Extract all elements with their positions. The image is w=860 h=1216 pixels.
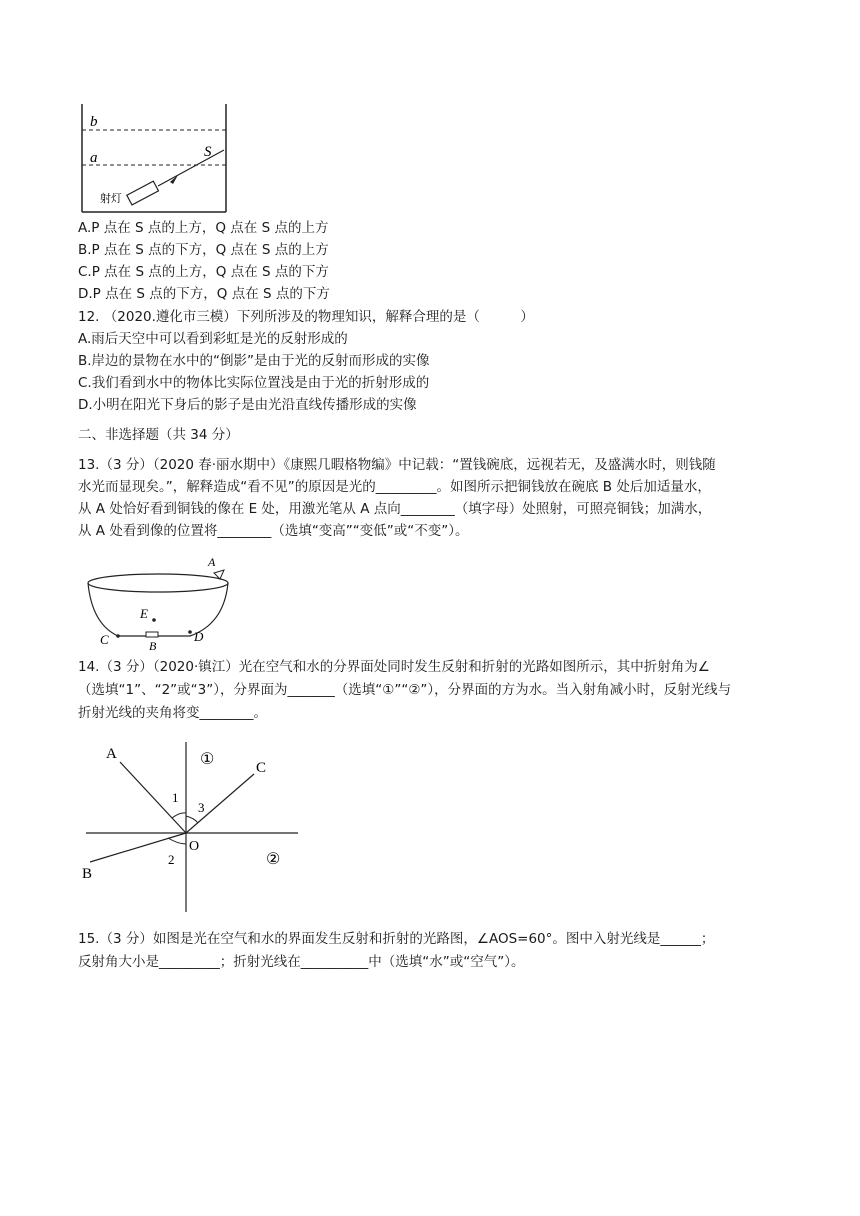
q11-option-a: A.P 点在 S 点的上方，Q 点在 S 点的上方 bbox=[78, 220, 329, 236]
q13-line-2: 水光而显现矣。”，解释造成“看不见”的原因是光的_________。如图所示把铜钱放在碗底 B 处后加适量水， bbox=[78, 479, 711, 495]
label-o: O bbox=[189, 839, 200, 854]
label-c: C bbox=[100, 632, 109, 647]
q12-option-b: B.岸边的景物在水中的“倒影”是由于光的反射而形成的实像 bbox=[78, 353, 430, 369]
label-d: D bbox=[194, 629, 204, 644]
q13-line-3: 从 A 处恰好看到铜钱的像在 E 处，用激光笔从 A 点向________（填字母）处照射，可照亮铜钱；加满水， bbox=[78, 501, 712, 517]
q15-line-2: 反射角大小是_________；折射光线在__________中（选填“水”或“空气”）。 bbox=[78, 954, 525, 970]
q14-line-1: 14.（3 分）（2020·镇江）光在空气和水的分界面处同时发生反射和折射的光路如图所示，其中折射角为∠ bbox=[78, 659, 710, 675]
q11-option-b: B.P 点在 S 点的下方，Q 点在 S 点的上方 bbox=[78, 242, 329, 258]
q14-line-2: （选填“1”、“2”或“3”），分界面为_______（选填“①”“②”），分界面的方为水。当入射角减小时，反射光线与 bbox=[78, 682, 732, 698]
label-b-ray: B bbox=[82, 866, 93, 882]
label-a-point: A bbox=[208, 555, 216, 569]
label-a: a bbox=[90, 150, 98, 166]
angle-3: 3 bbox=[198, 800, 205, 815]
label-e: E bbox=[140, 606, 148, 621]
label-b: b bbox=[90, 114, 98, 130]
label-s: S bbox=[204, 144, 212, 160]
label-a-ray: A bbox=[106, 746, 117, 762]
region-1-label: ① bbox=[200, 751, 215, 768]
label-b-point: B bbox=[149, 639, 157, 652]
angle-1: 1 bbox=[172, 790, 179, 805]
section-heading: 二、非选择题（共 34 分） bbox=[78, 427, 239, 443]
q12-option-c: C.我们看到水中的物体比实际位置浅是由于光的折射形成的 bbox=[78, 375, 430, 391]
q11-option-d: D.P 点在 S 点的下方，Q 点在 S 点的下方 bbox=[78, 286, 330, 302]
angle-2: 2 bbox=[168, 852, 175, 867]
bowl-figure bbox=[80, 552, 250, 652]
q13-line-1: 13.（3 分）（2020 春·丽水期中）《康熙几暇格物编》中记载：“置钱碗底，远视若无，及盛满水时，则钱随 bbox=[78, 457, 716, 473]
q11-option-c: C.P 点在 S 点的上方，Q 点在 S 点的下方 bbox=[78, 264, 329, 280]
q15-line-1: 15.（3 分）如图是光在空气和水的界面发生反射和折射的光路图，∠AOS=60°。图中入射光线是______； bbox=[78, 931, 715, 947]
q14-line-3: 折射光线的夹角将变________。 bbox=[78, 705, 267, 721]
region-2-label: ② bbox=[266, 851, 281, 868]
label-c-ray: C bbox=[256, 760, 267, 776]
laser-tank-figure bbox=[78, 98, 248, 216]
q12-option-a: A.雨后天空中可以看到彩虹是光的反射形成的 bbox=[78, 331, 348, 347]
label-lamp: 射灯 bbox=[100, 193, 122, 205]
q13-line-4: 从 A 处看到像的位置将________（选填“变高”“变低”或“不变”）。 bbox=[78, 523, 469, 539]
q12-stem: 12. （2020.遵化市三模）下列所涉及的物理知识，解释合理的是（ ） bbox=[78, 309, 534, 325]
q12-option-d: D.小明在阳光下身后的影子是由光沿直线传播形成的实像 bbox=[78, 397, 417, 413]
angles-figure bbox=[76, 738, 304, 914]
